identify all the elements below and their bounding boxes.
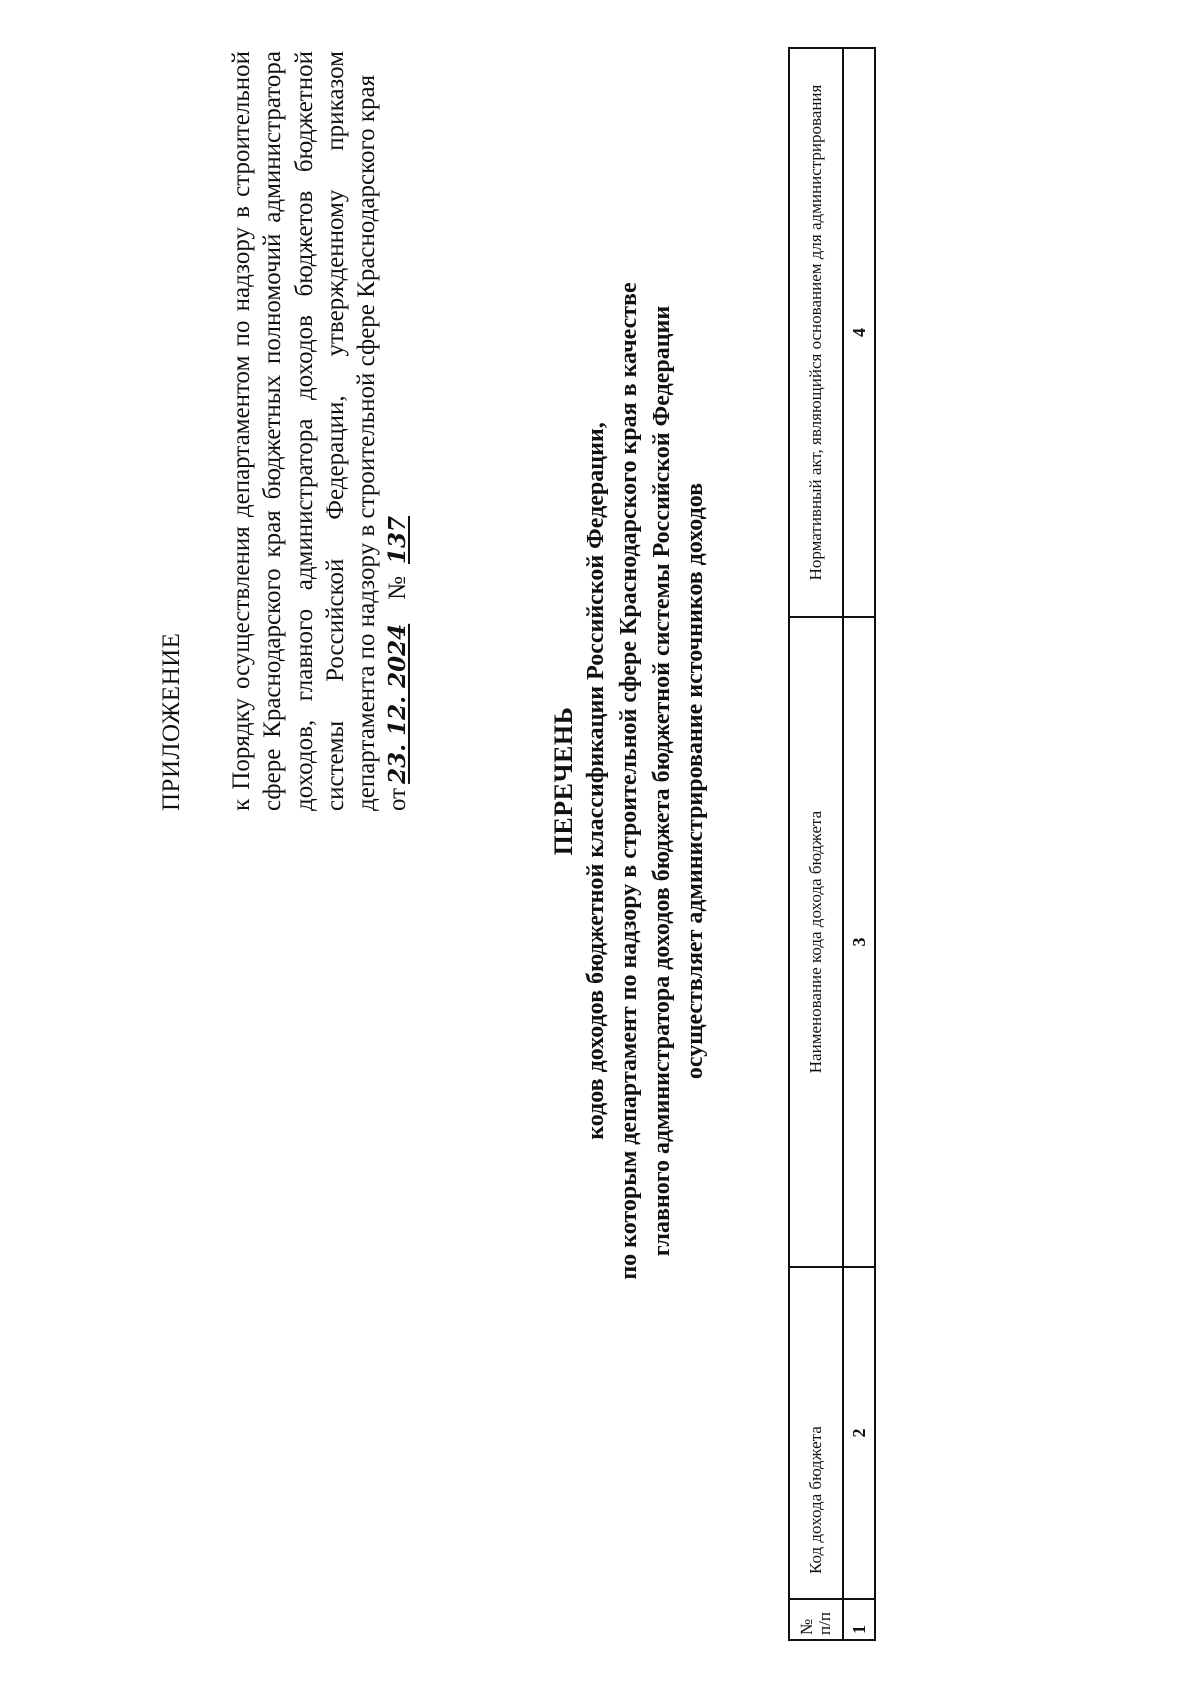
table-header-row xyxy=(789,48,843,1640)
income-codes-table xyxy=(788,47,876,1641)
table-row xyxy=(843,48,875,1640)
column-number-cell: 2 xyxy=(843,1267,875,1599)
handwritten-number: 137 xyxy=(384,515,412,564)
heading-line-2: по которым департамент по надзору в строительной сфере Краснодарского края в качестве xyxy=(616,282,642,1280)
heading-line-4: осуществляет администрирование источников доходов xyxy=(682,482,708,1080)
handwritten-date: 23. 12. 2024 xyxy=(384,623,412,784)
column-number-cell: 1 xyxy=(843,1599,875,1640)
appendix-block xyxy=(226,51,414,811)
heading-line-1: кодов доходов бюджетной классификации Российской Федерации, xyxy=(583,422,609,1140)
heading-title: ПЕРЕЧЕНЬ xyxy=(549,706,578,856)
appendix-text: к Порядку осуществления департаментом по надзору в строительной сфере Краснодарского края бюджетных полномочий администратора доходов, главного администратора доходов бюджетов бюджетной системы Российской Федерации, утвержденному приказом департамента по надзору в строительной сфере Краснодарского края xyxy=(228,51,381,811)
column-number-cell: 3 xyxy=(843,617,875,1267)
appendix-date-line xyxy=(382,51,413,811)
header-normative-act: Нормативный акт, являющийся основанием для администрирования xyxy=(789,48,843,617)
heading-line-3: главного администратора доходов бюджета бюджетной системы Российской Федерации xyxy=(649,305,675,1257)
header-code-name: Наименование кода дохода бюджета xyxy=(789,617,843,1267)
appendix-title: ПРИЛОЖЕНИЕ xyxy=(158,632,185,811)
heading-block xyxy=(548,166,712,1396)
header-row-number: № п/п xyxy=(789,1599,843,1640)
number-sign: № xyxy=(384,575,412,600)
date-prefix: от xyxy=(384,787,412,811)
header-income-code: Код дохода бюджета xyxy=(789,1267,843,1599)
column-number-cell: 4 xyxy=(843,48,875,617)
